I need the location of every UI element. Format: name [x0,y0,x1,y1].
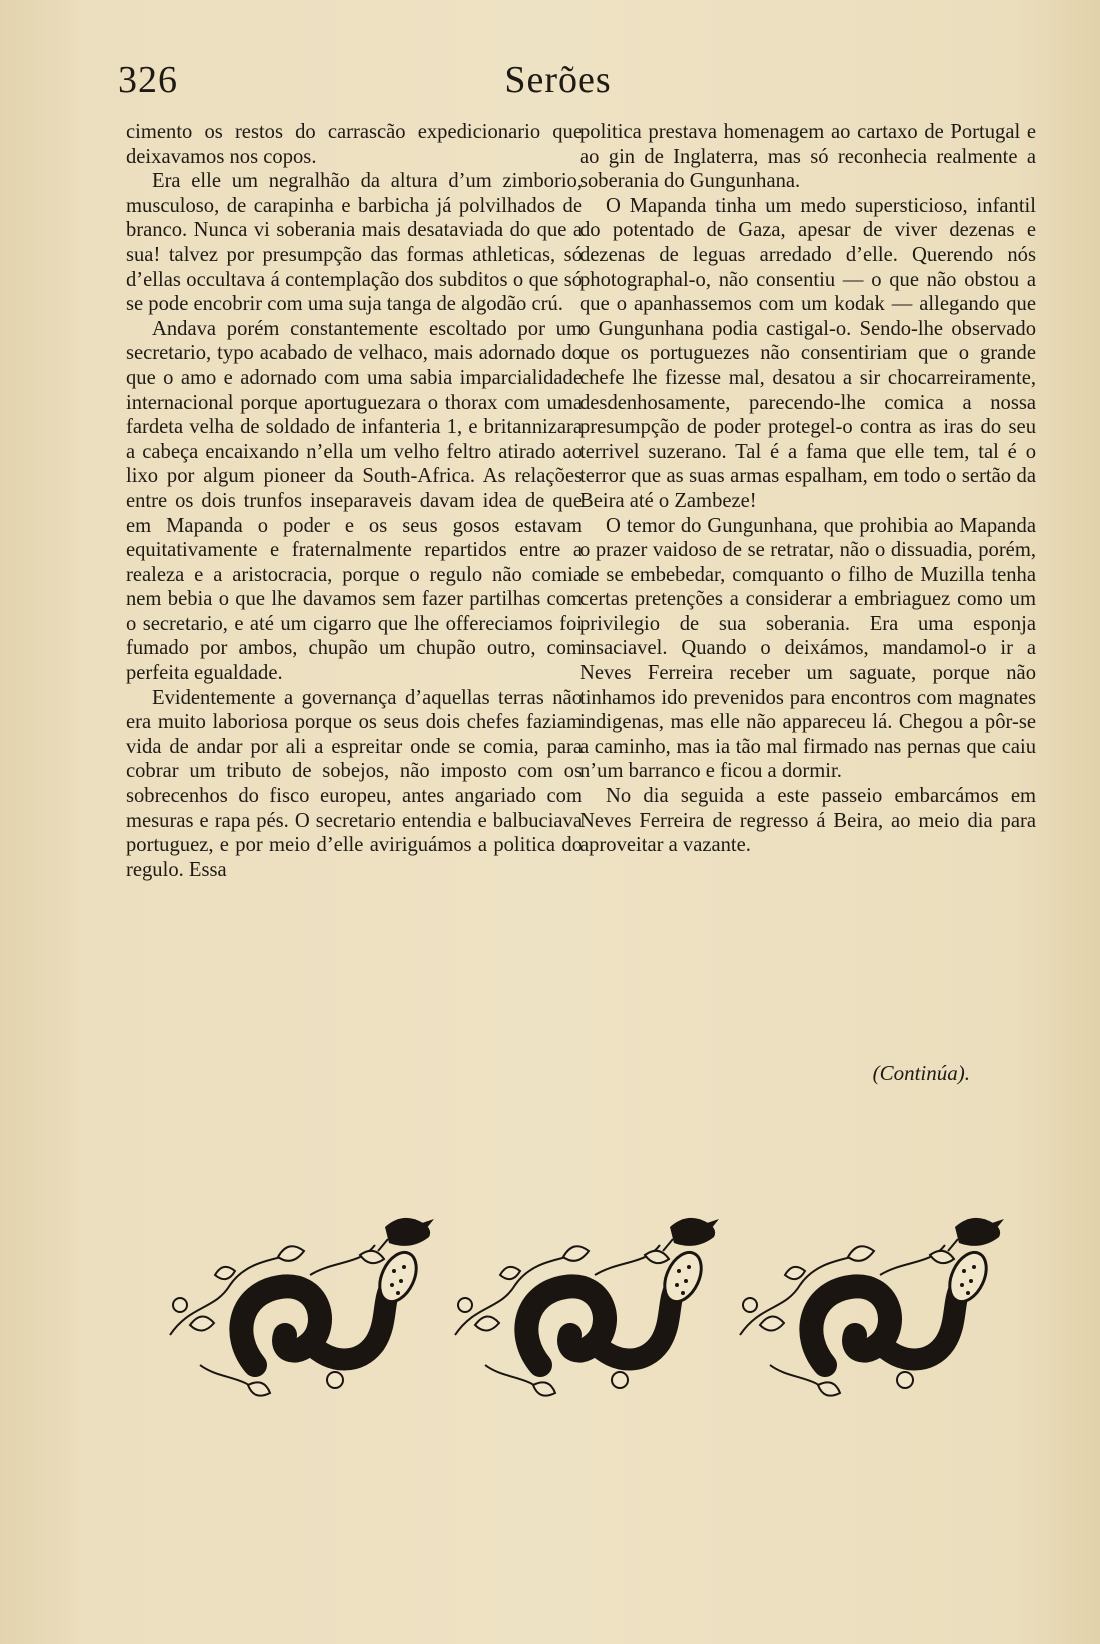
paragraph: O Mapanda tinha um medo supersticioso, infantil do potentado de Gaza, apesar de viver dezenas e dezenas de leguas arredado d’elle. Querendo nós photographal-o, não consentiu — o que não obstou a que o apanhassemos com um kodak — allegando que o Gungunhana podia castigal-o. Sendo-lhe observado que os portuguezes não consentiriam que o grande chefe lhe fizesse mal, desatou a sir chocarreiramente, desdenhosamente, parecendo-lhe comica a nossa presumpção de poder protegel-o contra as iras do seu terrivel suzerano. Tal é a fama que elle tem, tal é o terror que as suas armas espalham, em todo o sertão da Beira até o Zambeze! [580,194,1036,512]
paragraph: Evidentemente a governança d’aquellas terras não era muito laboriosa porque os seus dois chefes faziam vida de andar por ali a espreitar onde se comia, para cobrar um tributo de sobejos, não imposto com os sobrecenhos do fisco europeu, antes angariado com mesuras e rapa pés. O secretario entendia e balbuciava portuguez, e por meio d’elle aviriguámos a politica do regulo. Essa [126,686,582,881]
snake-bird-vine-ornament-icon [160,1215,1020,1405]
paragraph: cimento os restos do carrascão expedicionario que deixavamos nos copos. [126,121,582,168]
paragraph: Era elle um negralhão da altura d’um zimborio, musculoso, de carapinha e barbicha já polvilhados de branco. Nunca vi soberania mais desataviada do que a sua! talvez por presumpção das formas athleticas, só d’ellas occultava á contemplação dos subditos o que só se pode encobrir com uma suja tanga de algodão crú. [126,170,582,316]
paragraph: Andava porém constantemente escoltado por um secretario, typo acabado de velhaco, mais adornado do que o amo e adornado com uma sabia imparcialidade internacional porque aportuguezara o thorax com uma fardeta velha de soldado de infanteria 1, e britannizara a cabeça encaixando n’ella um velho feltro atirado ao lixo por algum pioneer da South-Africa. As relações entre os dois trunfos inseparaveis davam idea de que em Mapanda o poder e os seus gosos estavam equitativamente e fraternalmente repartidos entre a realeza e a aristocracia, porque o regulo não comia nem bebia o que lhe davamos sem fazer partilhas com o secretario, e até um cigarro que lhe offereciamos foi fumado por ambos, chupão um chupão outro, com perfeita egualdade. [126,317,582,685]
paragraph: politica prestava homenagem ao cartaxo de Portugal e ao gin de Inglaterra, mas só reconhecia realmente a soberania do Gungunhana. [580,121,1036,193]
paragraph: O temor do Gungunhana, que prohibia ao Mapanda o prazer vaidoso de se retratar, não o dissuadia, porém, de se embebedar, comquanto o filho de Muzilla tenha certas pretenções a considerar a embriaguez como um privilegio de sua soberania. Era uma esponja insaciavel. Quando o deixámos, mandamol-o ir a Neves Ferreira receber um saguate, porque não tinhamos ido prevenidos para encontros com magnates indigenas, mas elle não appareceu lá. Chegou a pôr-se a caminho, mas ia tão mal firmado nas pernas que caiu n’um barranco e ficou a dormir. [580,514,1036,783]
left-column [126,120,582,882]
page-header [118,58,998,108]
paragraph: No dia seguida a este passeio embarcámos em Neves Ferreira de regresso á Beira, ao meio dia para aproveitar a vazante. [580,785,1036,857]
running-title: Serões [504,59,612,101]
page-number: 326 [118,59,178,101]
right-column [580,120,1036,858]
continuation-note: (Continúa). [872,1061,970,1085]
